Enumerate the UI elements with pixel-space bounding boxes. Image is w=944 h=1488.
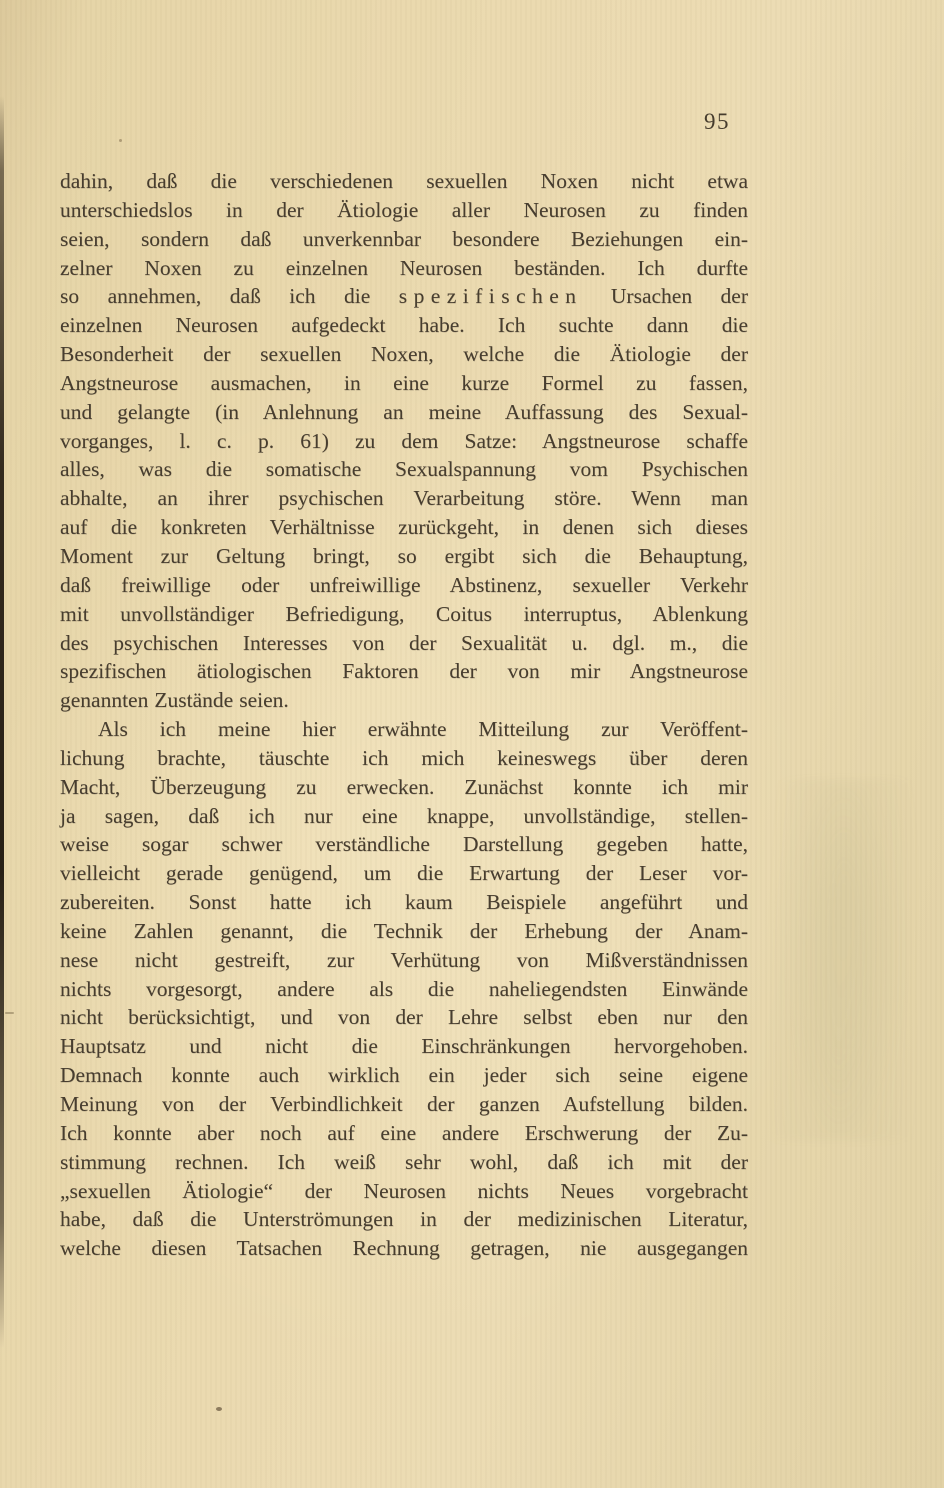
text-line: keine Zahlen genannt, die Technik der Erhebung der Anam- (60, 918, 748, 943)
text-line: spezifischen ätiologischen Faktoren der von mir Angstneurose (60, 659, 748, 684)
text-line: lichung brachte, täuschte ich mich keineswegs über deren (60, 745, 748, 770)
paper-speck (119, 139, 122, 142)
text-line: genannten Zustände seien. (60, 688, 289, 713)
text-line: auf die konkreten Verhältnisse zurückgeht, in denen sich dieses (60, 515, 748, 540)
letterspaced-word: spezifischen (398, 284, 583, 309)
text-line: vorganges, l. c. p. 61) zu dem Satze: Angstneurose schaffe (60, 428, 748, 453)
text-line: zelner Noxen zu einzelnen Neurosen beständen. Ich durfte (60, 255, 748, 280)
text-line: abhalte, an ihrer psychischen Verarbeitung störe. Wenn man (60, 486, 748, 511)
text-line: Besonderheit der sexuellen Noxen, welche die Ätiologie der (60, 342, 748, 367)
text-line: so annehmen, daß ich die spezifischen Ursachen der (60, 284, 748, 309)
text-line: welche diesen Tatsachen Rechnung getragen, nie ausgegangen (60, 1236, 748, 1261)
text-line: Meinung von der Verbindlichkeit der ganzen Aufstellung bilden. (60, 1092, 748, 1116)
text-line: ja sagen, daß ich nur eine knappe, unvollständige, stellen- (60, 803, 748, 828)
text-line: nichts vorgesorgt, andere als die naheliegendsten Einwände (60, 976, 748, 1001)
text-line: daß freiwillige oder unfreiwillige Abstinenz, sexueller Verkehr (60, 572, 748, 597)
text-line: Angstneurose ausmachen, in eine kurze Formel zu fassen, (60, 370, 748, 395)
text-line: Moment zur Geltung bringt, so ergibt sich die Behauptung, (60, 543, 748, 568)
text-line: Demnach konnte auch wirklich ein jeder sich seine eigene (60, 1063, 748, 1088)
text-line: des psychischen Interesses von der Sexualität u. dgl. m., die (60, 630, 748, 655)
text-line: stimmung rechnen. Ich weiß sehr wohl, daß ich mit der (60, 1149, 748, 1174)
text-line: vielleicht gerade genügend, um die Erwartung der Leser vor- (60, 861, 748, 886)
paper-speck (216, 1407, 222, 1411)
text-line: Hauptsatz und nicht die Einschränkungen hervorgehoben. (60, 1034, 748, 1059)
text-line: seien, sondern daß unverkennbar besondere Beziehungen ein- (60, 226, 748, 251)
paper-speck (5, 1012, 14, 1014)
text-line: Macht, Überzeugung zu erwecken. Zunächst konnte ich mir (60, 774, 748, 799)
text-line: und gelangte (in Anlehnung an meine Auffassung des Sexual- (60, 399, 748, 424)
book-gutter-shadow (0, 96, 4, 1348)
text-line: weise sogar schwer verständliche Darstellung gegeben hatte, (60, 832, 748, 857)
text-line: Als ich meine hier erwähnte Mitteilung zur Veröffent- (98, 717, 748, 742)
text-line: Ich konnte aber noch auf eine andere Erschwerung der Zu- (60, 1120, 748, 1145)
text-line: mit unvollständiger Befriedigung, Coitus interruptus, Ablenkung (60, 601, 748, 626)
text-line: unterschiedslos in der Ätiologie aller Neurosen zu finden (60, 197, 748, 222)
show-through-ghost (770, 780, 920, 1140)
text-line: dahin, daß die verschiedenen sexuellen Noxen nicht etwa (60, 169, 748, 193)
text-line: „sexuellen Ätiologie“ der Neurosen nichts Neues vorgebracht (60, 1178, 748, 1203)
text-line: alles, was die somatische Sexualspannung vom Psychischen (60, 457, 748, 482)
text-line: einzelnen Neurosen aufgedeckt habe. Ich suchte dann die (60, 313, 748, 338)
text-line: zubereiten. Sonst hatte ich kaum Beispiele angeführt und (60, 890, 748, 915)
page-number: 95 (704, 109, 730, 134)
body-text (60, 167, 748, 1263)
text-line: nese nicht gestreift, zur Verhütung von Mißverständnissen (60, 947, 748, 972)
text-line: habe, daß die Unterströmungen in der medizinischen Literatur, (60, 1207, 748, 1232)
text-line: nicht berücksichtigt, und von der Lehre selbst eben nur den (60, 1005, 748, 1030)
